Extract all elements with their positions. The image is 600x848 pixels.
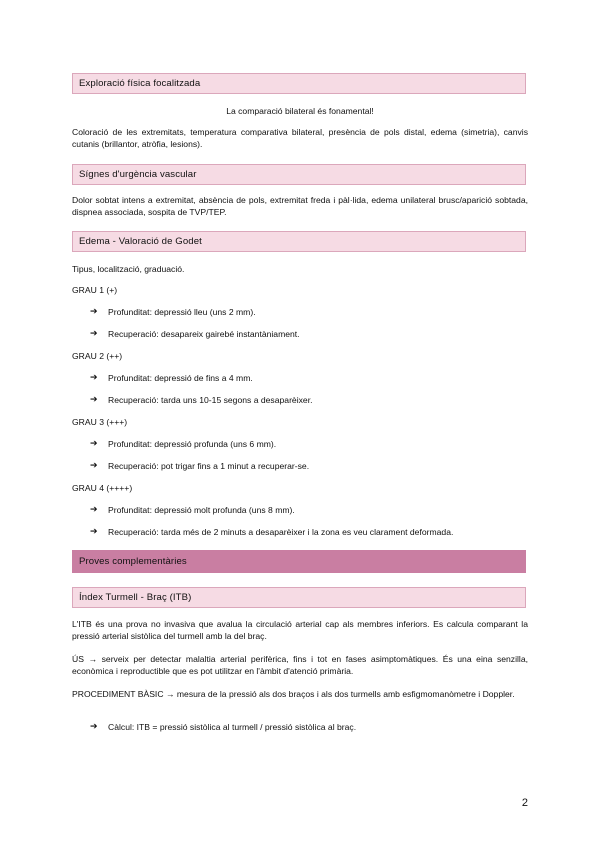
- arrow-icon: ➔: [90, 395, 98, 405]
- bullet-item: [90, 527, 453, 537]
- grade-label: GRAU 4 (++++): [72, 483, 133, 493]
- bullet-item: [90, 307, 256, 317]
- bullet-item: [90, 439, 276, 449]
- bullet-text: Profunditat: depressió de fins a 4 mm.: [108, 373, 253, 383]
- paragraph-urgencia: Dolor sobtat intens a extremitat, absència de pols, extremitat freda i pàl·lida, edema unilateral brusc/aparició sobtada, dispnea associada, sospita de TVP/TEP.: [72, 195, 528, 217]
- bullet-text: Càlcul: ITB = pressió sistòlica al turmell / pressió sistòlica al braç.: [108, 722, 357, 732]
- bullet-text: Recuperació: pot trigar fins a 1 minut a recuperar-se.: [108, 461, 310, 471]
- arrow-icon: ➔: [90, 329, 98, 339]
- bullet-item: [90, 461, 309, 471]
- bullet-text: Recuperació: tarda uns 10-15 segons a desaparèixer.: [108, 395, 313, 405]
- arrow-icon: ➔: [90, 439, 98, 449]
- arrow-icon: ➔: [90, 373, 98, 383]
- section-header-proves: Proves complementàries: [72, 550, 526, 573]
- bullet-item: [90, 395, 312, 405]
- arrow-icon: ➔: [90, 307, 98, 317]
- grade-label: GRAU 1 (+): [72, 285, 118, 295]
- paragraph-itb-procediment: PROCEDIMENT BÀSIC → mesura de la pressió als dos braços i als dos turmells amb esfigmomanòmetre i Doppler.: [72, 689, 515, 699]
- arrow-icon: ➔: [90, 461, 98, 471]
- bullet-text: Recuperació: desapareix gairebé instantàniament.: [108, 329, 300, 339]
- section-header-edema: Edema - Valoració de Godet: [72, 231, 526, 252]
- paragraph-itb-us: ÚS → serveix per detectar malaltia arterial perifèrica, fins i tot en fases asimptomàtiques. És una eina senzilla, econòmica i reproductible que es pot utilitzar en l'àmbit d'atenció primària.: [72, 654, 528, 676]
- bullet-text: Profunditat: depressió profunda (uns 6 mm).: [108, 439, 277, 449]
- grade-label: GRAU 2 (++): [72, 351, 123, 361]
- grade-label: GRAU 3 (+++): [72, 417, 128, 427]
- bullet-item: [90, 329, 300, 339]
- callout-bilateral: La comparació bilateral és fonamental!: [226, 106, 374, 116]
- bullet-item: [90, 373, 253, 383]
- section-header-urgencia: Sígnes d'urgència vascular: [72, 164, 526, 185]
- bullet-text: Profunditat: depressió molt profunda (uns 8 mm).: [108, 505, 295, 515]
- section-header-exploracio: Exploració física focalitzada: [72, 73, 526, 94]
- arrow-icon: ➔: [90, 505, 98, 515]
- bullet-item: [90, 722, 356, 732]
- arrow-icon: ➔: [90, 722, 98, 732]
- paragraph-exploracio: Coloració de les extremitats, temperatura comparativa bilateral, presència de pols distal, edema (simetria), canvis cutanis (brillantor, atròfia, lesions).: [72, 127, 528, 149]
- paragraph-edema-intro: Tipus, localització, graduació.: [72, 264, 185, 274]
- bullet-text: Profunditat: depressió lleu (uns 2 mm).: [108, 307, 256, 317]
- paragraph-itb-definition: L'ITB és una prova no invasiva que avalua la circulació arterial cap als membres inferiors. Es calcula comparant la pressió arterial sistòlica del turmell amb la del braç.: [72, 619, 528, 641]
- bullet-item: [90, 505, 295, 515]
- arrow-icon: ➔: [90, 527, 98, 537]
- section-header-itb: Índex Turmell - Braç (ITB): [72, 587, 526, 608]
- bullet-text: Recuperació: tarda més de 2 minuts a desaparèixer i la zona es veu clarament deformada.: [108, 527, 454, 537]
- page-number: 2: [521, 797, 528, 809]
